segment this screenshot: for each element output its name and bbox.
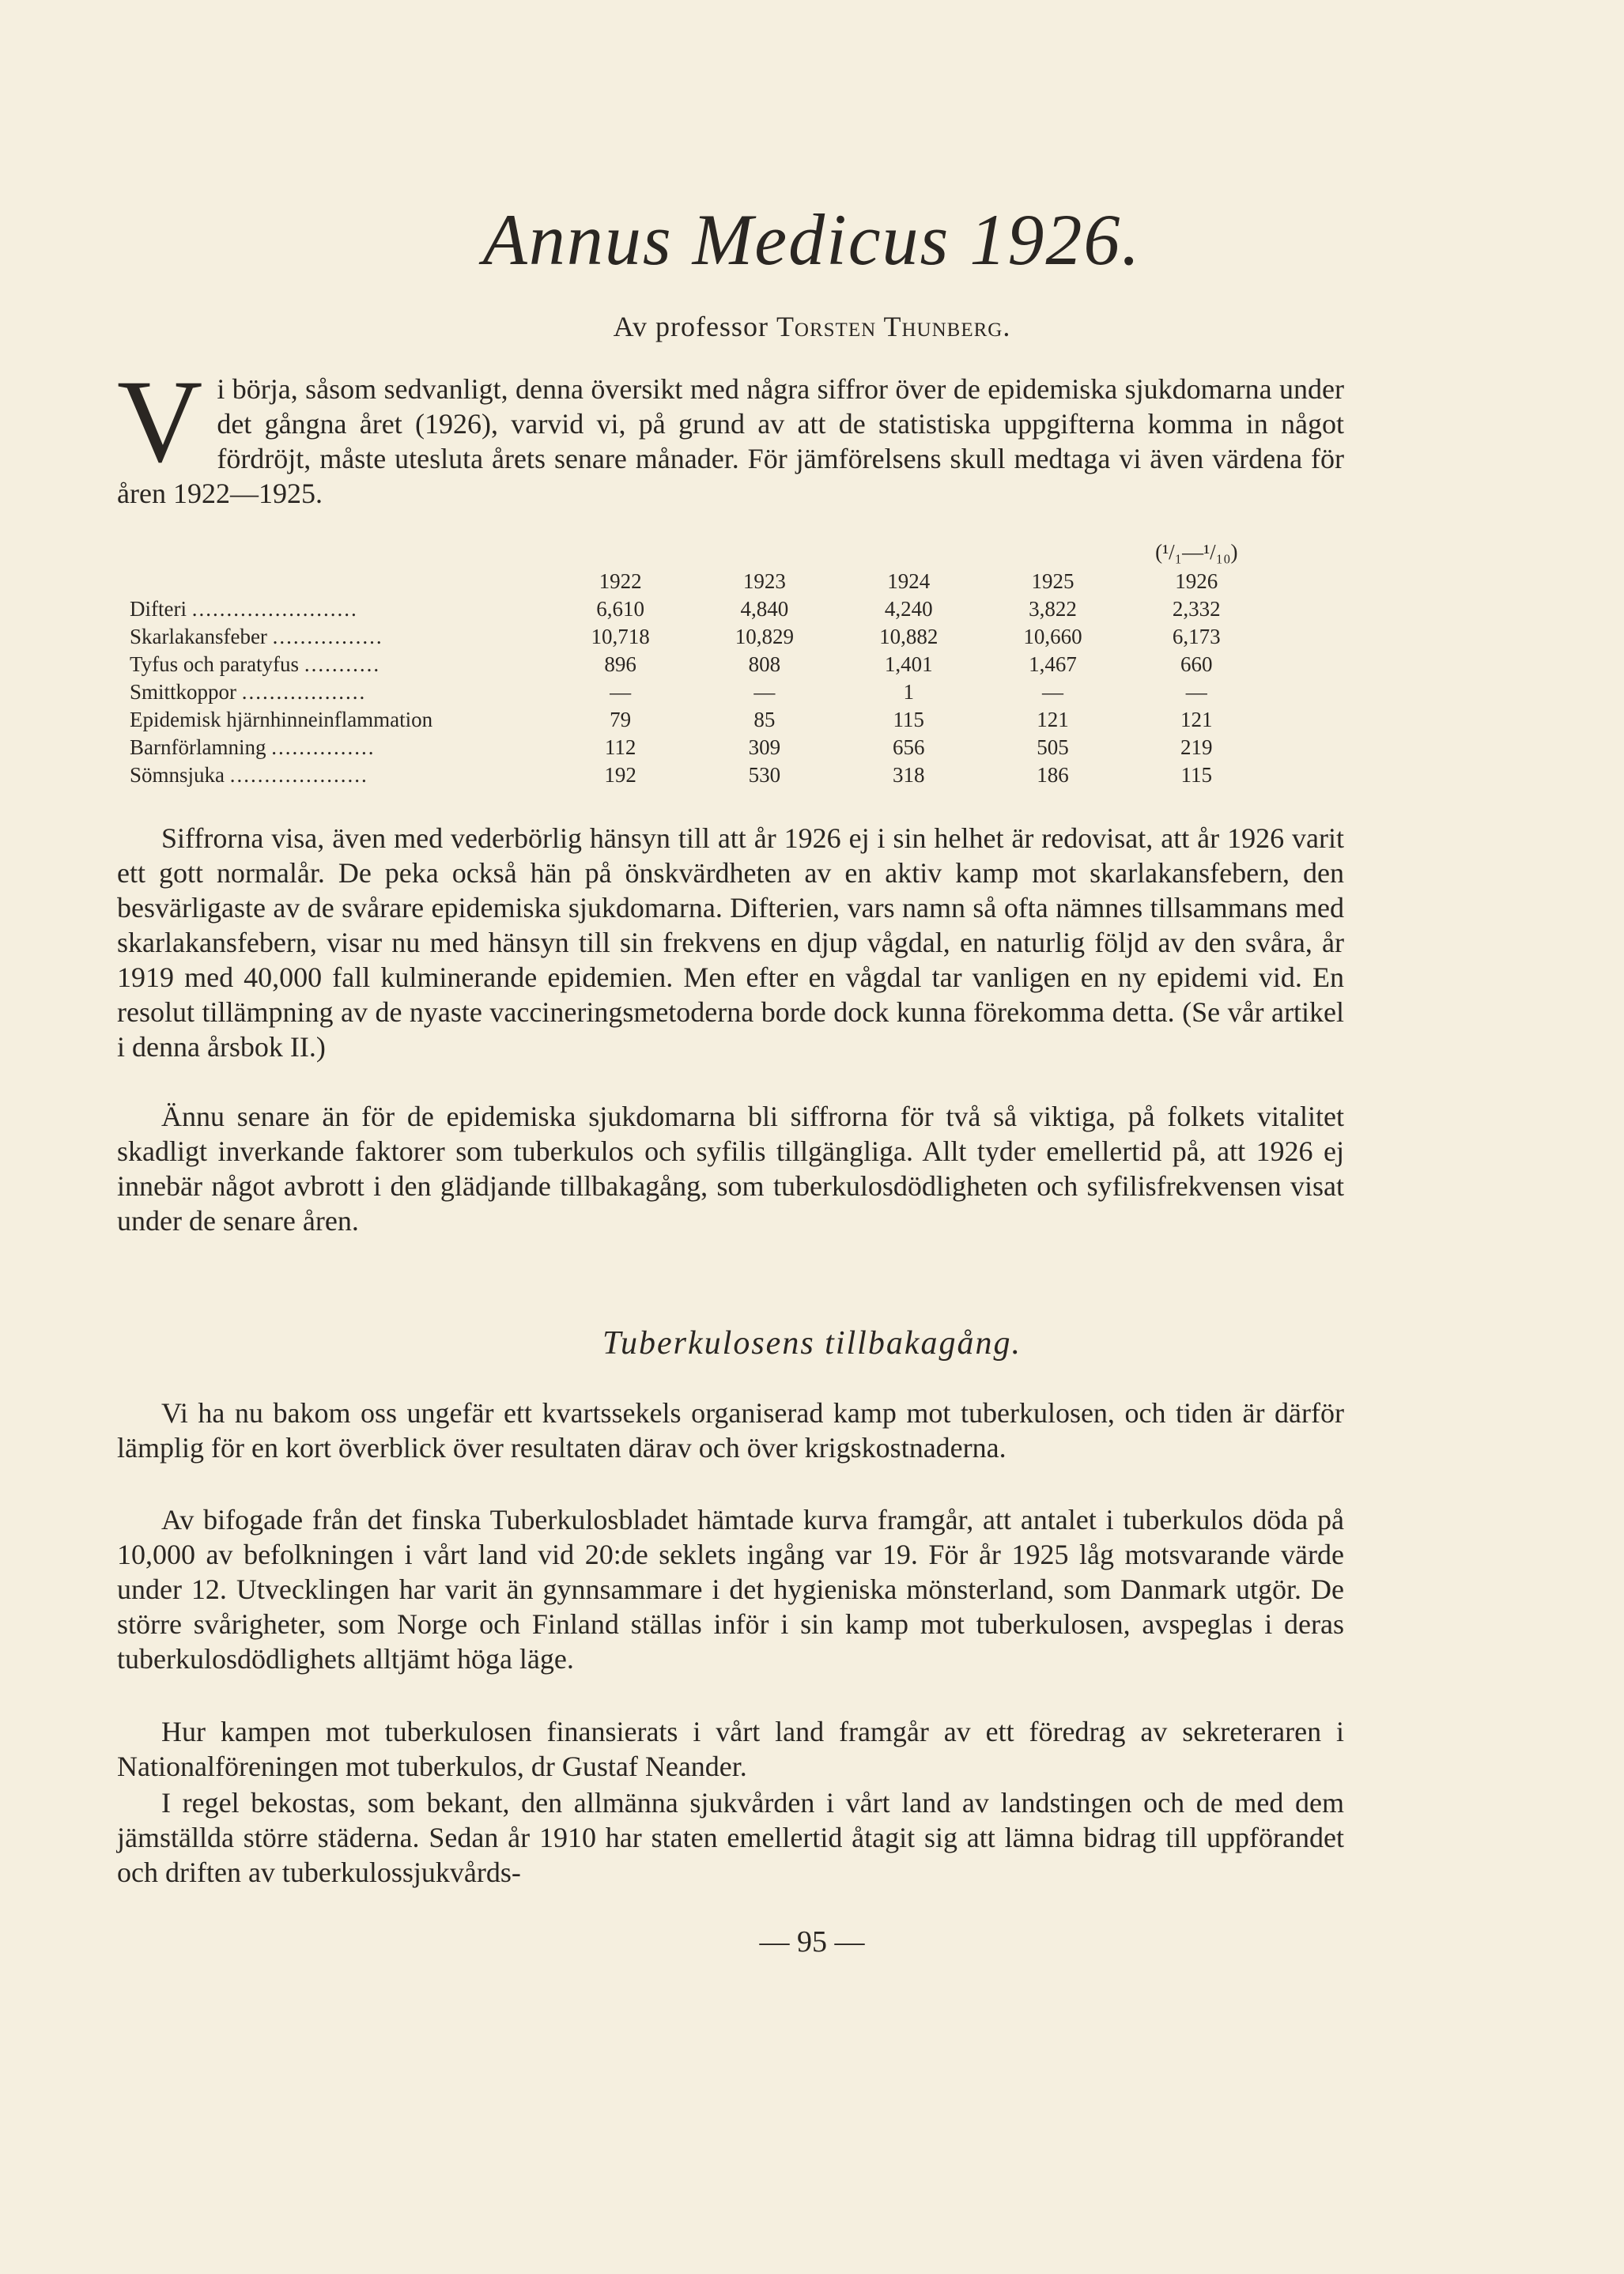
column-header: 1922 — [599, 569, 642, 593]
intro-paragraph — [117, 356, 1344, 511]
column-header: 1926 — [1175, 569, 1218, 593]
body-paragraph: Vi ha nu bakom oss ungefär ett kvartssekels organiserad kamp mot tuberkulosen, och tiden är därför lämplig för en kort överblick över resultaten därav och över krigskostnaderna. — [117, 1397, 1344, 1464]
body-paragraph: I regel bekostas, som bekant, den allmänna sjukvården i vårt land av landstingen och de med dem jämställda större städerna. Sedan år 1910 har staten emellertid åtagit sig att lämna bidrag till uppförandet och driften av tuberkulossjukvårds- — [117, 1787, 1344, 1888]
page-title: Annus Medicus 1926. — [482, 199, 1142, 280]
table-cell: 660 — [1180, 652, 1213, 676]
table-row — [130, 651, 1268, 678]
intro-text: i börja, såsom sedvanligt, denna översikt med några siffror över de epidemiska sjukdomarna under det gångna året (1926), varvid vi, på grund av att de statistiska uppgifterna komma in något fördröjt, måste utesluta årets senare månader. För jämförelsens skull medtaga vi även värdena för åren 1922—1925. — [117, 373, 1344, 509]
table-row — [130, 706, 1268, 734]
byline-prefix: Av professor — [613, 311, 769, 342]
table-cell: 4,840 — [740, 597, 789, 621]
table-cell: 6,610 — [596, 597, 645, 621]
column-header: 1923 — [742, 569, 786, 593]
table-header-row — [130, 568, 1268, 595]
table-cell: 115 — [893, 708, 924, 731]
table-cell: 2,332 — [1172, 597, 1221, 621]
leader-dots: ................ — [272, 625, 383, 648]
table-cell: 896 — [604, 652, 636, 676]
table-cell: 85 — [753, 708, 776, 731]
body-paragraph: Siffrorna visa, även med vederbörlig hänsyn till att år 1926 ej i sin helhet är redovisat, att år 1926 varit ett gott normalår. De peka också hän på önskvärdheten av en aktiv kamp mot skarlakansfebern, den besvärligaste av de svårare epidemiska sjukdomarna. Difterien, vars namn så ofta nämnes tillsammans med skarlakansfebern, visar nu med hänsyn till sin frekvens en djup vågdal, en naturlig följd av den svåra, år 1919 med 40,000 fall kulminerande epidemien. Men efter en vågdal tar vanligen en ny epidemi vid. En resolut tillämpning av de nyaste vaccineringsmetoderna borde dock kunna förekomma detta. (Se vår artikel i denna årsbok II.) — [117, 822, 1344, 1063]
leader-dots: ........................ — [191, 597, 358, 621]
table-cell: 1,401 — [884, 652, 933, 676]
table-row — [130, 734, 1268, 761]
table-cell: 656 — [892, 735, 925, 759]
table-cell: 309 — [748, 735, 781, 759]
table-cell: 808 — [748, 652, 781, 676]
table-cell: 1,467 — [1029, 652, 1077, 676]
leader-dots: .................. — [241, 680, 367, 704]
table-cell: 121 — [1180, 708, 1213, 731]
table-cell: 10,882 — [879, 625, 939, 648]
table-cell: 121 — [1037, 708, 1069, 731]
table-cell: 1 — [903, 680, 914, 704]
section-heading: Tuberkulosens tillbakagång. — [602, 1325, 1022, 1362]
row-label: Tyfus och paratyfus — [130, 652, 300, 676]
table-cell: — — [610, 680, 632, 704]
column-header: 1925 — [1031, 569, 1074, 593]
row-label: Smittkoppor — [130, 680, 237, 704]
body-paragraph: Av bifogade från det finska Tuberkulosbladet hämtade kurva framgår, att antalet i tuberkulos döda på 10,000 av befolkningen i vårt land vid 20:de seklets ingång var 19. För år 1925 låg motsvarande värde under 12. Utvecklingen har varit än gynnsammare i det hygieniska mönsterland, som Danmark utgör. De större svårigheter, som Norge och Finland ställas inför i sin kamp mot tuberkulosen, avspeglas i deras tuberkulosdödlighets alltjämt höga läge. — [117, 1504, 1344, 1675]
table-cell: 4,240 — [884, 597, 933, 621]
table-cell: — — [753, 680, 776, 704]
table-cell: 192 — [604, 763, 636, 787]
table-row — [130, 761, 1268, 789]
table-row — [130, 678, 1268, 706]
page-number: — 95 — — [759, 1925, 865, 1959]
table-cell: 10,660 — [1023, 625, 1082, 648]
table-cell: 530 — [748, 763, 781, 787]
table-cell: 186 — [1037, 763, 1069, 787]
table-cell: 3,822 — [1029, 597, 1077, 621]
table-cell: 79 — [610, 708, 632, 731]
table-cell: 219 — [1180, 735, 1213, 759]
table-cell: 112 — [604, 735, 636, 759]
table-cell: 318 — [892, 763, 925, 787]
table-cell: 6,173 — [1172, 625, 1221, 648]
table-cell: 505 — [1037, 735, 1069, 759]
table-note-row — [130, 536, 1268, 568]
drop-cap: V — [117, 356, 203, 487]
table-period-note: (¹/₁—¹/₁₀) — [1155, 540, 1238, 564]
table-row — [130, 595, 1268, 623]
leader-dots: .................... — [229, 763, 368, 787]
row-label: Difteri — [130, 597, 187, 621]
table-cell: — — [1185, 680, 1207, 704]
row-label: Skarlakansfeber — [130, 625, 267, 648]
table-row — [130, 623, 1268, 651]
table-cell: 115 — [1180, 763, 1213, 787]
table-cell: — — [1041, 680, 1063, 704]
row-label: Barnförlamning — [130, 735, 266, 759]
byline — [0, 310, 1624, 343]
row-label: Sömnsjuka — [130, 763, 225, 787]
byline-author: Torsten Thunberg. — [776, 311, 1011, 342]
body-paragraph: Ännu senare än för de epidemiska sjukdomarna bli siffrorna för två så viktiga, på folkets vitalitet skadligt inverkande faktorer som tuberkulos och syfilis tillgängliga. Allt tyder emellertid på, att 1926 ej innebär något avbrott i den glädjande tillbakagång, som tuberkulosdödligheten och syfilisfrekvensen visat under de senare åren. — [117, 1101, 1344, 1237]
row-label: Epidemisk hjärnhinneinflammation — [130, 708, 433, 731]
column-header: 1924 — [887, 569, 931, 593]
leader-dots: ........... — [304, 652, 381, 676]
epidemic-table — [130, 536, 1268, 789]
table-cell: 10,829 — [735, 625, 795, 648]
leader-dots: ............... — [271, 735, 376, 759]
body-paragraph: Hur kampen mot tuberkulosen finansierats i vårt land framgår av ett föredrag av sekreteraren i Nationalföreningen mot tuberkulos, dr Gustaf Neander. — [117, 1716, 1344, 1782]
table-cell: 10,718 — [591, 625, 650, 648]
